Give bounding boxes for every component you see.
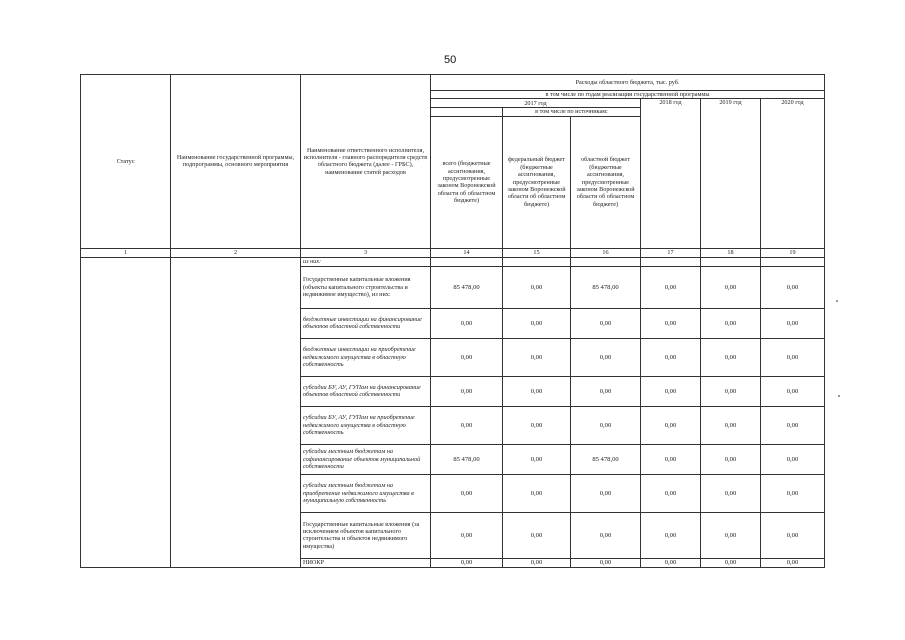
header-executor: Наименование ответственного исполнителя, исполнителя - главного распорядителя средств областного бюджета (далее - ГРБС), наименование статей расходов [301,75,431,249]
header-program-name: Наименование государственной программы, подпрограммы, основного мероприятия [171,75,301,249]
row-label: НИОКР [301,558,431,567]
value-2020: 0,00 [761,512,825,558]
value-2020: 0,00 [761,444,825,474]
row-label: Государственные капитальные вложения (за исключением объектов капитального строительства и объектов недвижимого имущества) [301,512,431,558]
value-2020 [761,257,825,266]
value-regional: 0,00 [571,474,641,512]
value-2019: 0,00 [701,444,761,474]
value-federal: 0,00 [503,266,571,308]
value-federal: 0,00 [503,338,571,376]
value-federal: 0,00 [503,512,571,558]
table-row [81,257,825,266]
row-label: бюджетные инвестиции на финансирование объектов областной собственности [301,308,431,338]
value-regional: 0,00 [571,376,641,406]
value-regional: 0,00 [571,512,641,558]
value-regional: 85 478,00 [571,444,641,474]
value-2018: 0,00 [641,444,701,474]
value-federal: 0,00 [503,444,571,474]
scan-dot [838,395,840,397]
column-number: 17 [641,248,701,257]
header-federal: федеральный бюджет (бюджетные ассигнования, предусмотренные законом Воронежской области об областном бюджете) [503,116,571,248]
header-status: Статус [81,75,171,249]
value-regional: 85 478,00 [571,266,641,308]
budget-table [80,74,825,568]
value-regional: 0,00 [571,406,641,444]
value-total: 0,00 [431,338,503,376]
page-number: 50 [444,54,457,66]
value-2018: 0,00 [641,266,701,308]
value-2020: 0,00 [761,474,825,512]
value-total: 0,00 [431,308,503,338]
row-label: субсидии местным бюджетам на софинансирование объектов муниципальной собственности [301,444,431,474]
budget-table-sheet [80,74,824,574]
header-by-years: в том числе по годам реализации государственной программы [431,91,825,99]
header-expenses-title: Расходы областного бюджета, тыс. руб. [431,75,825,91]
value-2019 [701,257,761,266]
header-total: всего (бюджетные ассигнования, предусмотренные законом Воронежской области об областном бюджете) [431,116,503,248]
scan-dot [836,300,838,302]
value-2020: 0,00 [761,266,825,308]
value-regional: 0,00 [571,308,641,338]
value-federal: 0,00 [503,558,571,567]
column-number: 3 [301,248,431,257]
row-label: субсидии БУ, АУ, ГУПам на приобретение недвижимого имущества в областную собственность [301,406,431,444]
row-label: Государственные капитальные вложения (объекты капитального строительства и недвижимое имущество), из них: [301,266,431,308]
value-regional: 0,00 [571,338,641,376]
column-number: 18 [701,248,761,257]
header-year-2017: 2017 год [431,99,641,108]
value-2020: 0,00 [761,558,825,567]
value-2019: 0,00 [701,474,761,512]
value-total: 85 478,00 [431,266,503,308]
value-federal: 0,00 [503,406,571,444]
header-year-2018: 2018 год [641,99,701,248]
header-year-2019: 2019 год [701,99,761,248]
value-2019: 0,00 [701,558,761,567]
header-year-2020: 2020 год [761,99,825,248]
value-regional: 0,00 [571,558,641,567]
value-2019: 0,00 [701,308,761,338]
value-2020: 0,00 [761,308,825,338]
header-by-sources: в том числе по источникам: [503,108,641,116]
value-2018: 0,00 [641,338,701,376]
value-2020: 0,00 [761,406,825,444]
column-number: 14 [431,248,503,257]
value-federal: 0,00 [503,474,571,512]
value-total: 0,00 [431,558,503,567]
value-2019: 0,00 [701,376,761,406]
column-number: 16 [571,248,641,257]
value-2018: 0,00 [641,474,701,512]
value-federal: 0,00 [503,308,571,338]
program-name-cell [171,257,301,567]
value-2018: 0,00 [641,308,701,338]
column-number: 2 [171,248,301,257]
value-regional [571,257,641,266]
value-2019: 0,00 [701,406,761,444]
value-total: 0,00 [431,474,503,512]
value-2020: 0,00 [761,376,825,406]
value-2018 [641,257,701,266]
value-2018: 0,00 [641,558,701,567]
row-label: из них: [301,257,431,266]
value-total: 85 478,00 [431,444,503,474]
value-2018: 0,00 [641,512,701,558]
value-federal: 0,00 [503,376,571,406]
value-2020: 0,00 [761,338,825,376]
value-federal [503,257,571,266]
row-label: субсидии БУ, АУ, ГУПам на финансирование объектов областной собственности [301,376,431,406]
column-number: 15 [503,248,571,257]
row-label: субсидии местным бюджетам на приобретение недвижимого имущества в муниципальную собственность [301,474,431,512]
value-total: 0,00 [431,376,503,406]
value-2018: 0,00 [641,406,701,444]
value-2019: 0,00 [701,266,761,308]
row-label: бюджетные инвестиции на приобретение недвижимого имущества в областную собственность [301,338,431,376]
value-total [431,257,503,266]
value-total: 0,00 [431,406,503,444]
value-2019: 0,00 [701,512,761,558]
status-cell [81,257,171,567]
value-2018: 0,00 [641,376,701,406]
column-number: 1 [81,248,171,257]
column-numbers-row [81,248,825,257]
header-regional: областной бюджет (бюджетные ассигнования, предусмотренные законом Воронежской области об областном бюджете) [571,116,641,248]
value-total: 0,00 [431,512,503,558]
value-2019: 0,00 [701,338,761,376]
column-number: 19 [761,248,825,257]
